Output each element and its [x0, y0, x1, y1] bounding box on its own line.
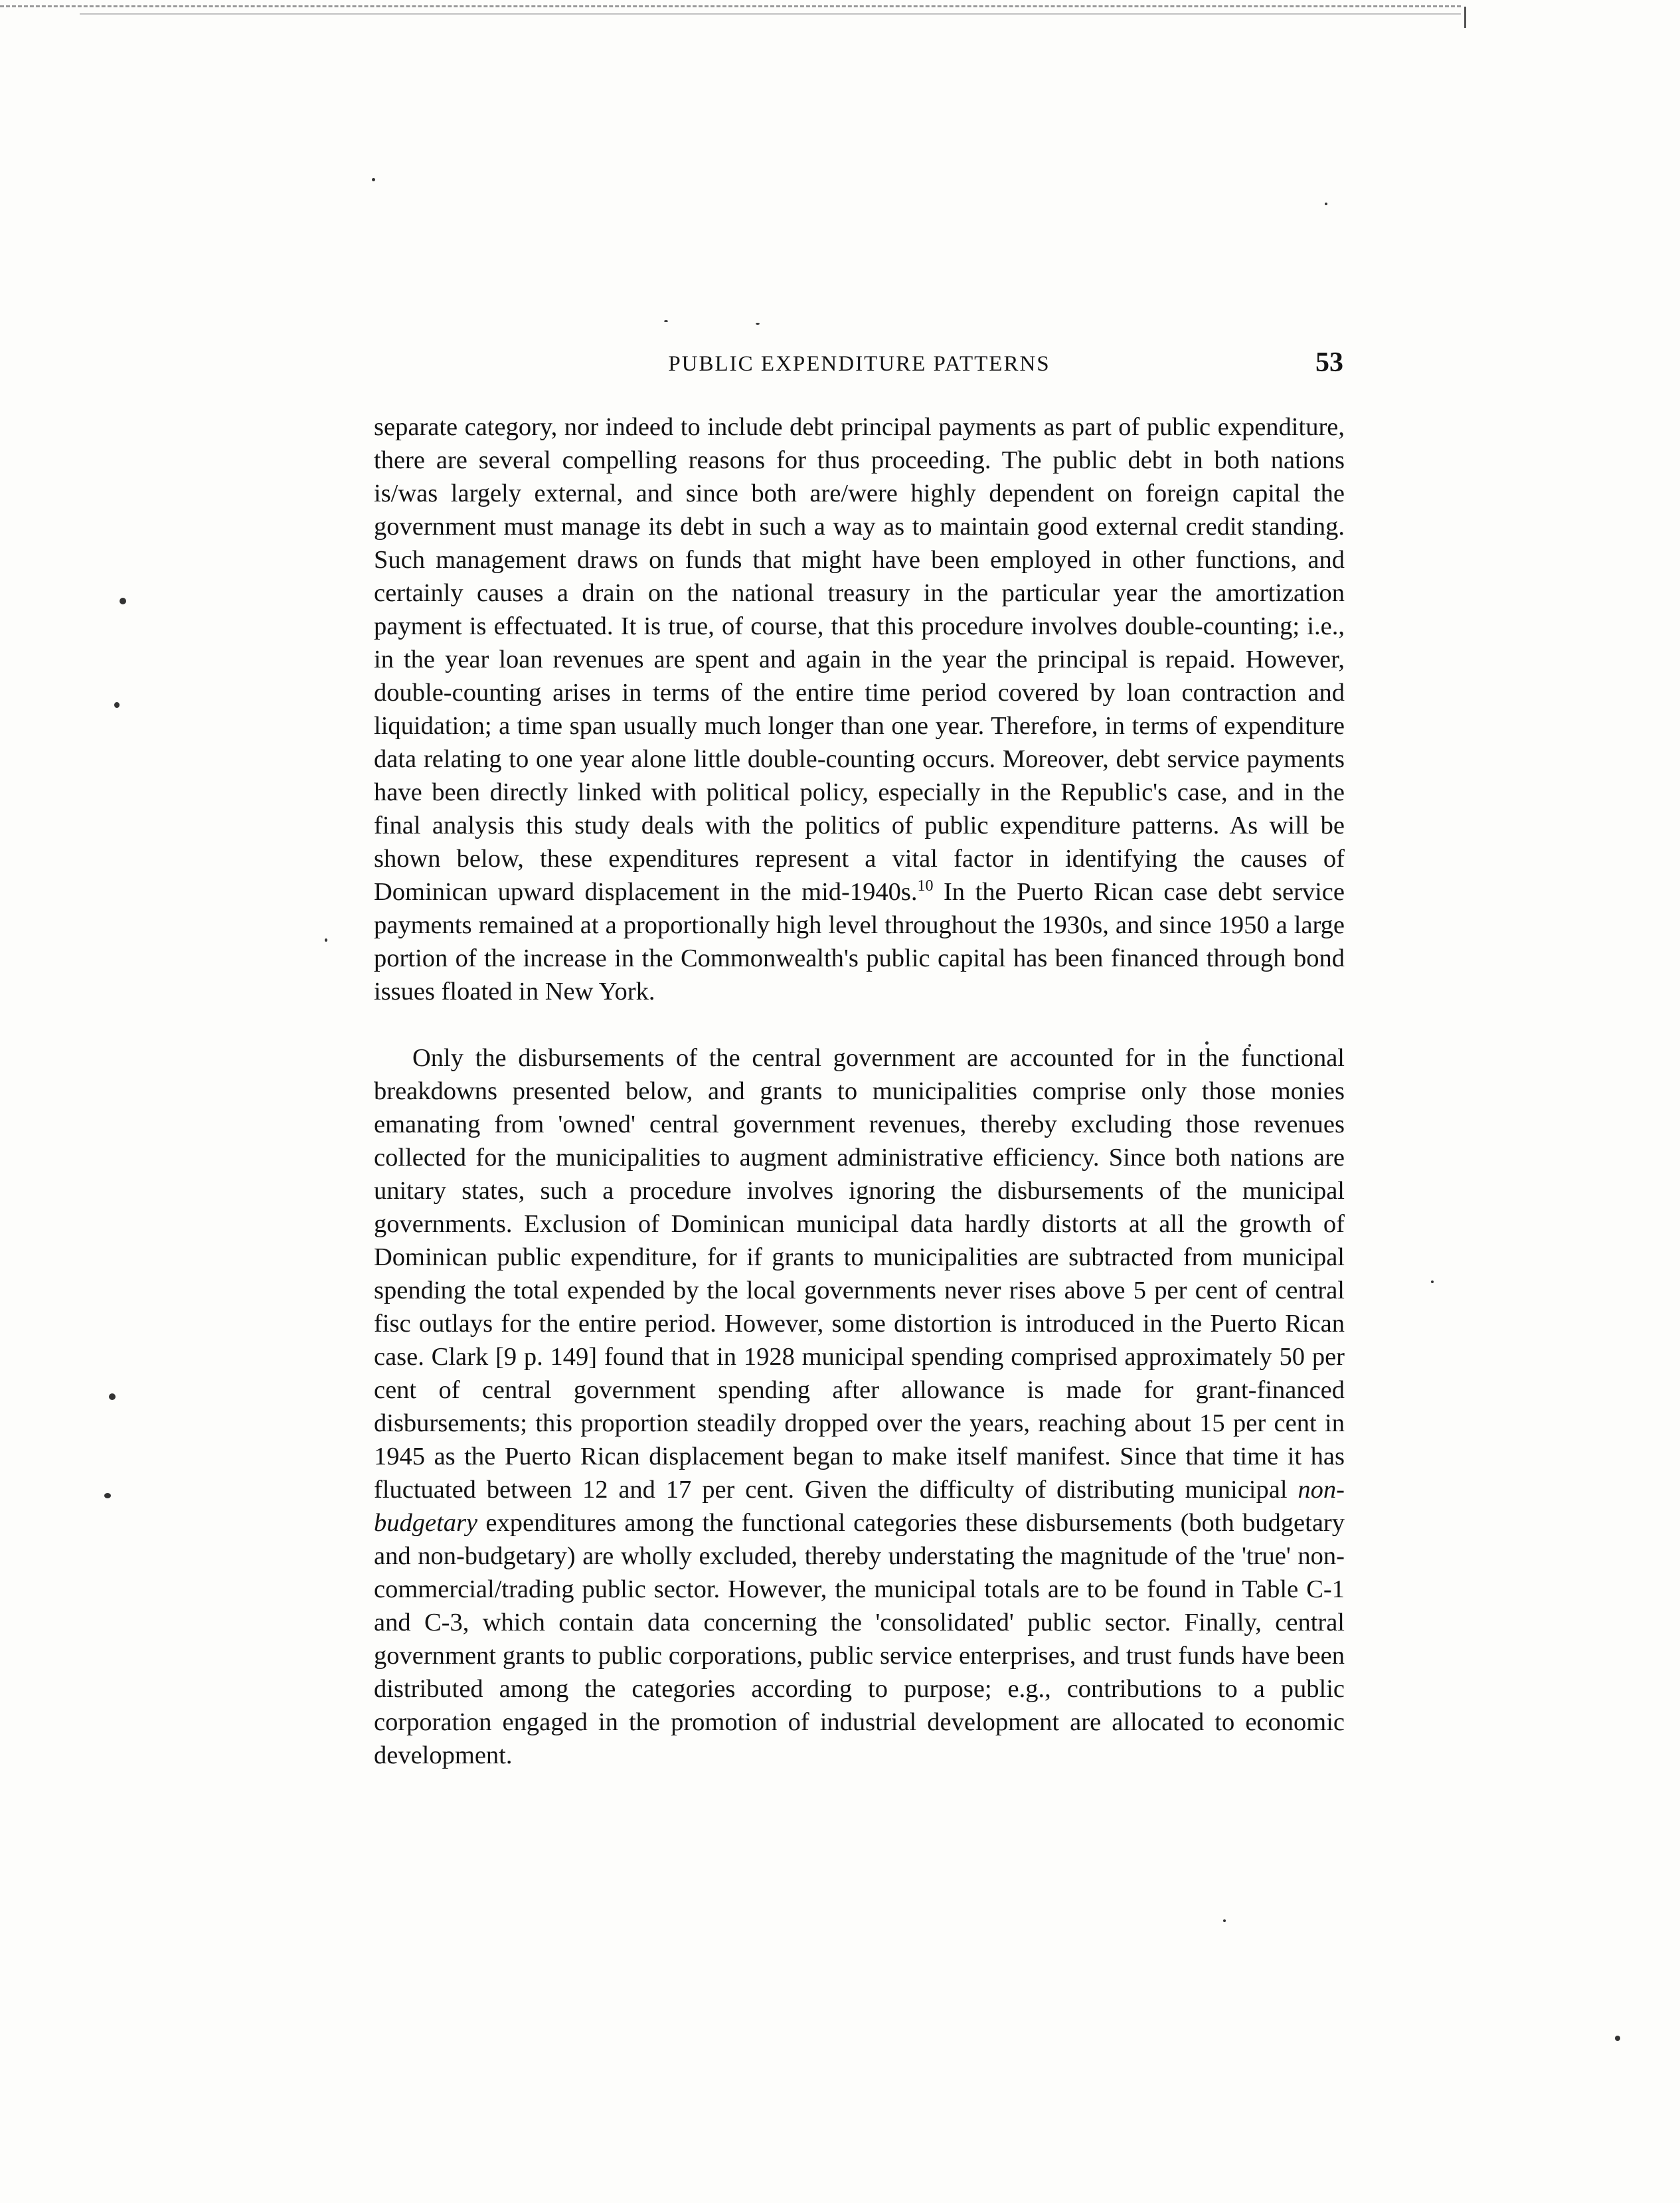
paragraph-2-text: Only the disbursements of the central government are accounted for in the functional breakdowns presented below, and grants to municipalities comprise only those monies emanating from 'owned' central government revenues, thereby excluding those revenues collected for the municipalities to augment administrative efficiency. Since both nations are unitary states, such a procedure involves ignoring the disbursements of the municipal governments. Exclusion of Dominican municipal data hardly distorts at all the growth of Dominican public expenditure, for if grants to municipalities are subtracted from municipal spending the total expended by the local governments never rises above 5 per cent of central fisc outlays for the entire period. However, some distortion is introduced in the Puerto Rican case. Clark [9 p. 149] found that in 1928 municipal spending comprised approximately 50 per cent of central government spending after allowance is made for grant-financed disbursements; this proportion steadily dropped over the years, reaching about 15 per cent in 1945 as the Puerto Rican displacement began to make itself manifest. Since that time it has fluctuated between 12 and 17 per cent. Given the difficulty of distributing municipal [374, 1044, 1345, 1504]
scan-speck [756, 323, 760, 325]
scan-speck [104, 1493, 111, 1498]
scan-speck [1325, 203, 1327, 205]
scan-speck [664, 320, 668, 322]
scan-speck [372, 178, 375, 181]
footnote-ref: 10 [917, 877, 934, 895]
scan-speck [1615, 2036, 1620, 2041]
paragraph-1-text-after: In the Puerto Rican case debt service payments remained at a proportionally high level throughout the 1930s, and since 1950 a large portion of the increase in the Commonwealth's public capital has been financed through bond issues floated in New York. [374, 878, 1345, 1006]
scan-speck [120, 598, 126, 604]
body-text [374, 410, 1345, 1772]
scan-edge-line [0, 5, 1461, 7]
page-number: 53 [1315, 347, 1343, 378]
running-head [374, 332, 1345, 385]
paragraph-2-text-after: expenditures among the functional categories these disbursements (both budgetary and non-budgetary) are wholly excluded, thereby understating the magnitude of the 'true' non-commercial/trading public sector. However, the municipal totals are to be found in Table C-1 and C-3, which contain data concerning the 'consolidated' public sector. Finally, central government grants to public corporations, public service enterprises, and trust funds have been distributed among the categories according to purpose; e.g., contributions to a public corporation engaged in the promotion of industrial development are allocated to economic development. [374, 1509, 1345, 1769]
book-page [374, 332, 1345, 1772]
scan-speck [109, 1393, 116, 1400]
running-head-title: PUBLIC EXPENDITURE PATTERNS [668, 352, 1050, 376]
paragraph-1-text: separate category, nor indeed to include debt principal payments as part of public expenditure, there are several compelling reasons for thus proceeding. The public debt in both nations is/was largely external, and since both are/were highly dependent on foreign capital the government must manage its debt in such a way as to maintain good external credit standing. Such management draws on funds that might have been employed in other functions, and certainly causes a drain on the national treasury in the particular year the amortization payment is effectuated. It is true, of course, that this procedure involves double-counting; i.e., in the year loan revenues are spent and again in the year the principal is repaid. However, double-counting arises in terms of the entire time period covered by loan contraction and liquidation; a time span usually much longer than one year. Therefore, in terms of expenditure data relating to one year alone little double-counting occurs. Moreover, debt service payments have been directly linked with political policy, especially in the Republic's case, and in the final analysis this study deals with the politics of public expenditure patterns. As will be shown below, these expenditures represent a vital factor in identifying the causes of Dominican upward displacement in the mid-1940s. [374, 413, 1345, 906]
scan-speck [1431, 1280, 1434, 1283]
scan-speck [114, 702, 120, 708]
scan-edge-line-inner [80, 13, 1461, 15]
paragraph-2 [374, 1041, 1345, 1772]
scan-edge-tick [1464, 7, 1466, 28]
scan-speck [1223, 1919, 1226, 1922]
emphasis-non-budgetary: non-budgetary [374, 1476, 1345, 1537]
paragraph-1 [374, 410, 1345, 1008]
scan-speck [325, 938, 327, 942]
